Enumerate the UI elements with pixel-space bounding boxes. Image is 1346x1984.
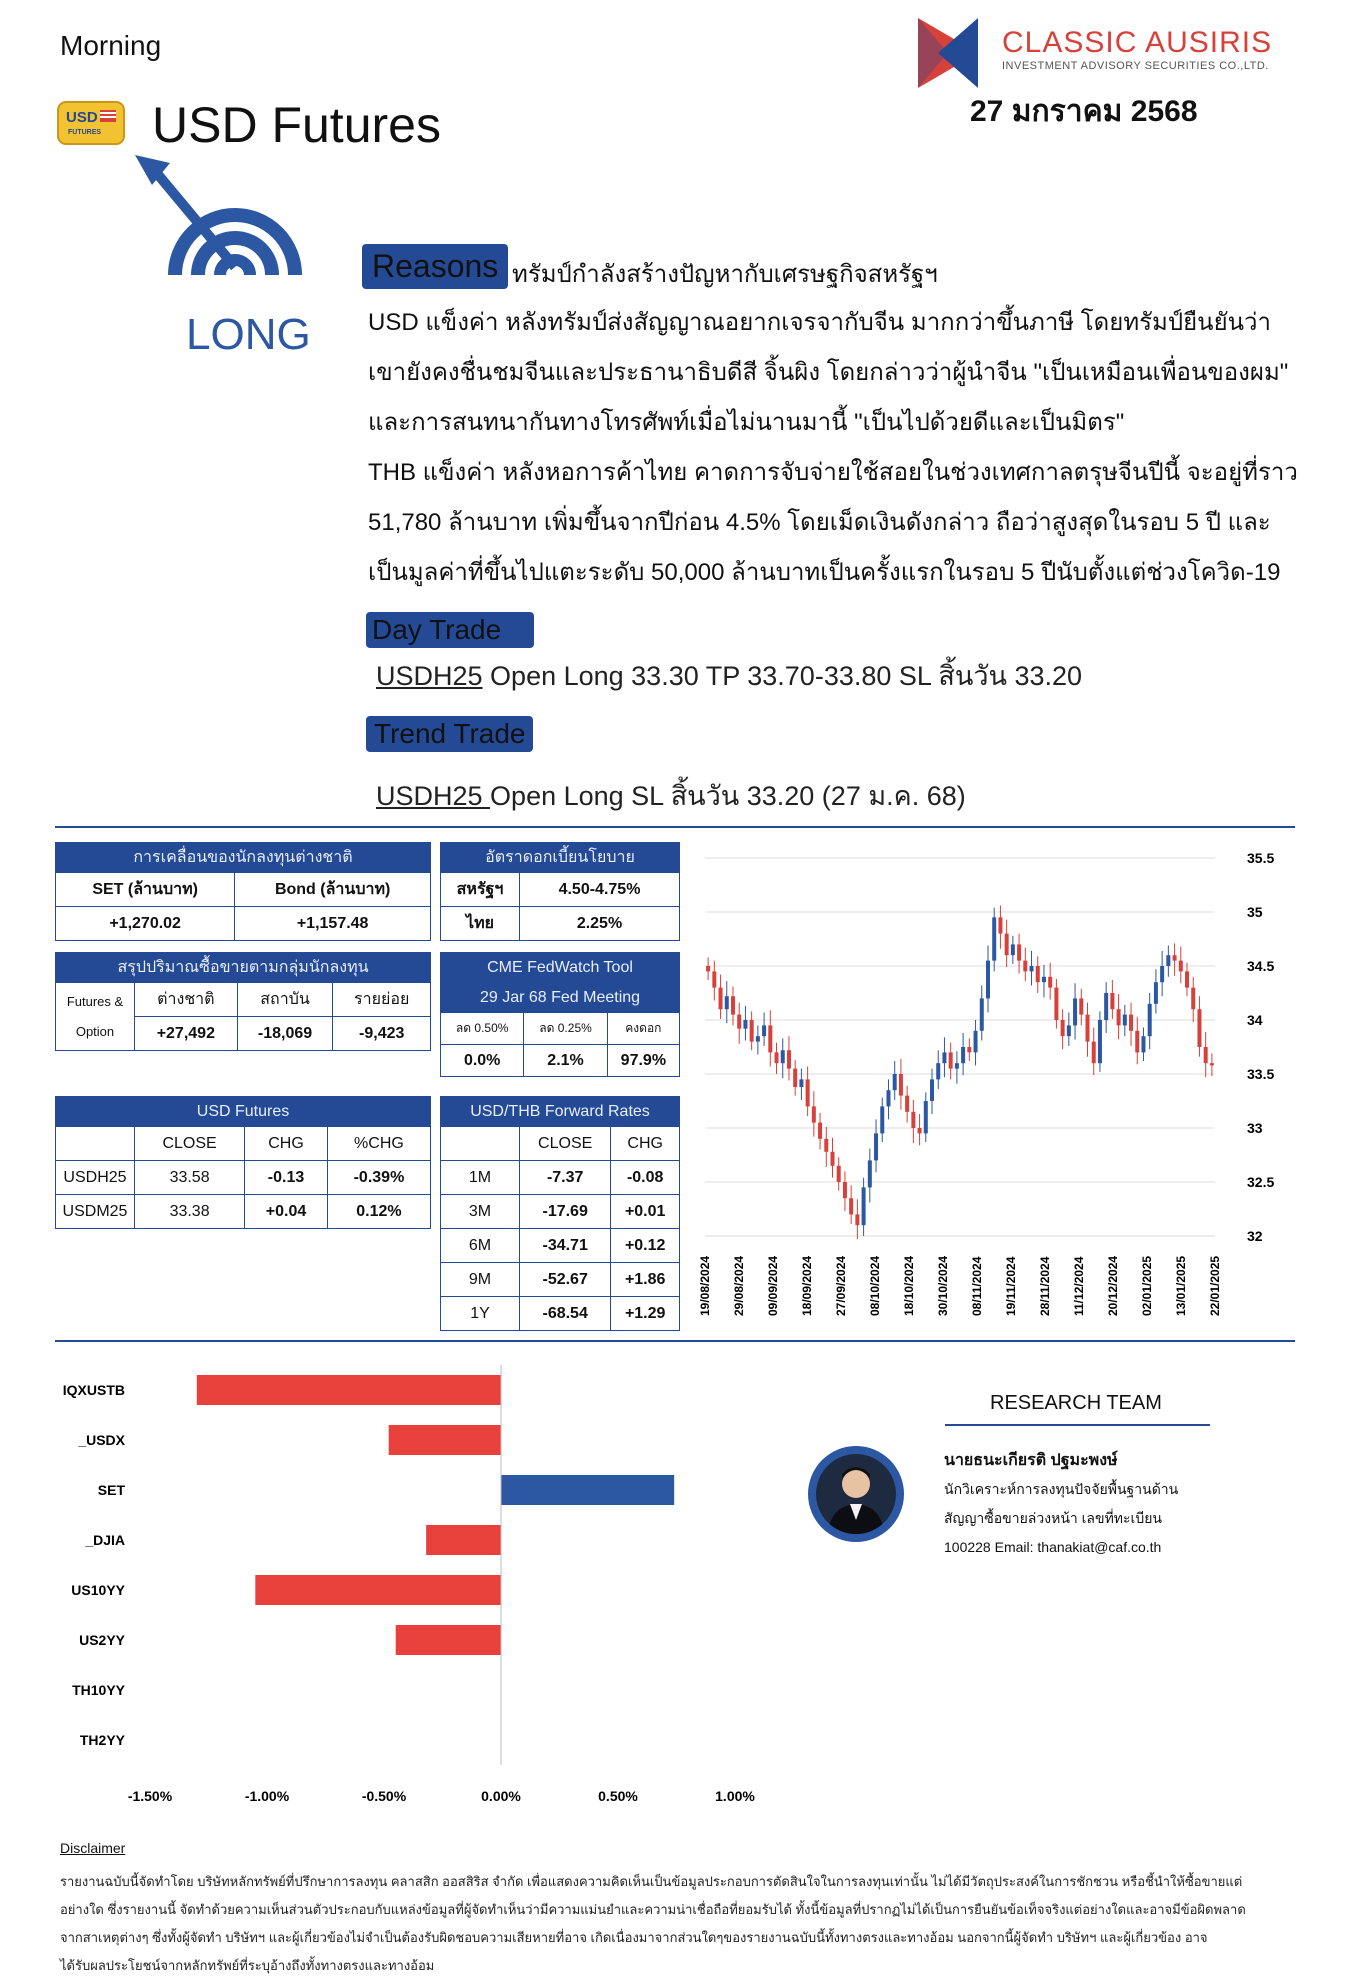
- candle-body: [967, 1047, 971, 1052]
- target-icon: [130, 155, 330, 285]
- trend-trade-detail: Open Long SL สิ้นวัน 33.20 (27 ม.ค. 68): [490, 781, 966, 811]
- forward-cell: -34.71: [520, 1229, 611, 1263]
- forward-cell: 1Y: [441, 1297, 520, 1331]
- y-tick-label: 32.5: [1247, 1174, 1275, 1190]
- usd-futures-header: CHG: [245, 1127, 328, 1161]
- svg-text:FUTURES: FUTURES: [68, 129, 102, 136]
- x-tick-label: -1.50%: [127, 1788, 173, 1804]
- candle-body: [1148, 1004, 1152, 1036]
- reason-line: เขายังคงชื่นชมจีนและประธานาธิบดีสี จิ้นผิง โดยกล่าวว่าผู้นำจีน "เป็นเหมือนเพื่อนของผม": [368, 359, 1289, 386]
- fedwatch-subtitle: 29 Jar 68 Fed Meeting: [441, 983, 680, 1013]
- reason-line: เป็นมูลค่าที่ขึ้นไปแตะระดับ 50,000 ล้านบาทเป็นครั้งแรกในรอบ 5 ปีนับตั้งแต่ช่วงโควิด-19: [368, 559, 1281, 586]
- candle-body: [849, 1198, 853, 1214]
- analyst-info: [944, 1446, 1178, 1562]
- category-label: US2YY: [79, 1632, 125, 1648]
- candle-body: [1204, 1047, 1208, 1063]
- candle-body: [1011, 944, 1015, 955]
- reason-line: THB แข็งค่า หลังหอการค้าไทย คาดการจับจ่ายใช้สอยในช่วงเทศกาลตรุษจีนปีนี้ จะอยู่ที่ราว: [368, 459, 1298, 486]
- disclaimer-line: รายงานฉบับนี้จัดทำโดย บริษัทหลักทรัพย์ที่ปรึกษาการลงทุน คลาสสิก ออสสิริส จำกัด เพื่อแสดงความคิดเห็นเป็นข้อมูลประกอบการตัดสินใจในการลงทุนเท่านั้น ไม่ได้มีวัตถุประสงค์ในการชักชวน หรือชี้นำให้ซื้อขายแต่: [60, 1874, 1243, 1889]
- candle-body: [1092, 1042, 1096, 1064]
- x-tick-label: 28/11/2024: [1038, 1256, 1052, 1316]
- investor-value: +27,492: [135, 1017, 238, 1051]
- usd-futures-title: USD Futures: [56, 1097, 431, 1127]
- reason-line: 51,780 ล้านบาท เพิ่มขึ้นจากปีก่อน 4.5% โดยเม็ดเงินดังกล่าว ถือว่าสูงสุดในรอบ 5 ปี และ: [368, 509, 1271, 536]
- usd-futures-cell: 33.38: [135, 1195, 245, 1229]
- x-tick-label: 13/01/2025: [1174, 1255, 1188, 1316]
- research-divider: [945, 1424, 1210, 1426]
- category-label: _USDX: [78, 1432, 125, 1448]
- investor-summary-row-label: [56, 983, 135, 1051]
- candle-body: [1036, 966, 1040, 982]
- row-label-line: Futures &: [66, 993, 124, 1009]
- candle-body: [880, 1106, 884, 1133]
- x-tick-label: 30/10/2024: [936, 1255, 950, 1316]
- trend-trade-symbol: USDH25: [376, 781, 491, 811]
- analyst-name: นายธนะเกียรติ ปฐมะพงษ์: [944, 1452, 1118, 1469]
- candle-body: [781, 1050, 785, 1063]
- foreign-flow-col2: Bond (ล้านบาท): [235, 873, 431, 907]
- y-tick-label: 35: [1247, 904, 1263, 920]
- candle-body: [911, 1112, 915, 1128]
- table-row: [441, 1263, 680, 1297]
- usd-futures-cell: -0.13: [245, 1161, 328, 1195]
- candle-body: [905, 1096, 909, 1112]
- fedwatch-value: 97.9%: [607, 1045, 679, 1077]
- candle-body: [843, 1182, 847, 1198]
- candle-body: [706, 966, 710, 971]
- candle-body: [1141, 1036, 1145, 1052]
- candle-body: [1129, 1015, 1133, 1031]
- analyst-role: สัญญาซื้อขายล่วงหน้า เลขที่ทะเบียน: [944, 1510, 1162, 1526]
- candle-body: [812, 1106, 816, 1122]
- candle-body: [899, 1074, 903, 1096]
- candle-body: [768, 1025, 772, 1052]
- investor-header: รายย่อย: [333, 983, 431, 1017]
- candle-body: [1030, 966, 1034, 971]
- candle-body: [799, 1079, 803, 1087]
- market-change-bar-chart: [55, 1355, 775, 1825]
- usd-futures-cell: -0.39%: [327, 1161, 430, 1195]
- candle-body: [949, 1052, 953, 1068]
- forward-cell: +1.86: [611, 1263, 680, 1297]
- candle-body: [1061, 1020, 1065, 1036]
- candle-body: [1104, 993, 1108, 1020]
- category-label: US10YY: [71, 1582, 125, 1598]
- usdthb-candlestick-chart: [695, 836, 1305, 1336]
- candle-body: [1017, 944, 1021, 960]
- candle-body: [924, 1101, 928, 1133]
- candle-body: [980, 998, 984, 1030]
- brand-logo-icon: [918, 18, 978, 88]
- reason-line: และการสนทนากันทางโทรศัพท์เมื่อไม่นานมานี้ "เป็นไปด้วยดีและเป็นมิตร": [368, 409, 1125, 436]
- investor-header: สถาบัน: [237, 983, 333, 1017]
- x-tick-label: 27/09/2024: [834, 1255, 848, 1316]
- candle-body: [737, 1015, 741, 1029]
- bar: [501, 1475, 674, 1505]
- candle-body: [775, 1052, 779, 1063]
- policy-rate-label: ไทย: [441, 907, 520, 941]
- disclaimer-line: จากสาเหตุต่างๆ ซึ่งทั้งผู้จัดทำ บริษัทฯ และผู้เกี่ยวข้องไม่จำเป็นต้องรับผิดชอบความเสียหายที่อาจ เกิดเนื่องมาจากส่วนใดๆของรายงานฉบับนี้ทั้งทางตรงและทางอ้อม นอกจากนี้ผู้จัดทำ บริษัทฯ และผู้เกี่ยวข้อง อาจ: [60, 1930, 1208, 1945]
- x-tick-label: 08/11/2024: [970, 1256, 984, 1316]
- table-row: [441, 1297, 680, 1331]
- candle-body: [868, 1160, 872, 1187]
- x-tick-label: 18/10/2024: [902, 1255, 916, 1316]
- trend-trade-tag: Trend Trade: [366, 716, 533, 752]
- usd-futures-header: CLOSE: [135, 1127, 245, 1161]
- candle-body: [1160, 966, 1164, 982]
- investor-header: ต่างชาติ: [135, 983, 238, 1017]
- research-title: RESEARCH TEAM: [990, 1392, 1162, 1414]
- x-tick-label: -0.50%: [361, 1788, 407, 1804]
- candle-body: [998, 917, 1002, 933]
- forward-cell: -7.37: [520, 1161, 611, 1195]
- section-divider: [55, 1340, 1295, 1342]
- x-tick-label: 1.00%: [715, 1788, 755, 1804]
- forward-rates-table: [440, 1096, 680, 1331]
- candle-body: [743, 1020, 747, 1029]
- forward-cell: 1M: [441, 1161, 520, 1195]
- candle-body: [818, 1123, 822, 1139]
- candle-body: [824, 1139, 828, 1152]
- table-row: [441, 1229, 680, 1263]
- candle-body: [974, 1031, 978, 1053]
- table-row: [56, 1161, 431, 1195]
- candle-body: [918, 1128, 922, 1133]
- disclaimer-title: Disclaimer: [60, 1840, 126, 1856]
- y-tick-label: 35.5: [1247, 850, 1275, 866]
- x-tick-label: 11/12/2024: [1072, 1256, 1086, 1316]
- y-tick-label: 33.5: [1247, 1066, 1275, 1082]
- candle-body: [750, 1020, 754, 1042]
- fedwatch-header: คงดอก: [607, 1013, 679, 1045]
- usd-futures-cell: +0.04: [245, 1195, 328, 1229]
- forward-header: CHG: [611, 1127, 680, 1161]
- policy-rate-table: [440, 842, 680, 941]
- category-label: IQXUSTB: [62, 1382, 125, 1398]
- usd-futures-cell: USDH25: [56, 1161, 135, 1195]
- forward-cell: -68.54: [520, 1297, 611, 1331]
- svg-text:USD: USD: [66, 109, 98, 126]
- day-trade-tag: Day Trade: [366, 612, 534, 648]
- investor-summary-title: สรุปปริมาณซื้อขายตามกลุ่มนักลงทุน: [56, 953, 431, 983]
- candle-body: [955, 1063, 959, 1068]
- candle-body: [893, 1074, 897, 1090]
- candle-body: [1067, 1025, 1071, 1036]
- usd-futures-badge-icon: [56, 100, 126, 146]
- forward-header: [441, 1127, 520, 1161]
- brand-subtitle: INVESTMENT ADVISORY SECURITIES CO.,LTD.: [1002, 60, 1269, 72]
- fedwatch-table: [440, 952, 680, 1077]
- page-title: USD Futures: [152, 97, 441, 153]
- bar: [255, 1575, 501, 1605]
- category-label: TH10YY: [72, 1682, 125, 1698]
- disclaimer-line: ได้รับผลประโยชน์จากหลักทรัพย์ที่ระบุอ้างถึงทั้งทางตรงและทางอ้อม: [60, 1958, 435, 1973]
- candle-body: [837, 1166, 841, 1182]
- day-trade-symbol: USDH25: [376, 661, 483, 691]
- fedwatch-title: CME FedWatch Tool: [441, 953, 680, 983]
- candle-body: [855, 1214, 859, 1225]
- day-trade-text: [376, 654, 1082, 697]
- usd-futures-cell: 0.12%: [327, 1195, 430, 1229]
- candle-body: [961, 1047, 965, 1063]
- candle-body: [1135, 1031, 1139, 1053]
- candle-body: [712, 971, 716, 987]
- candle-body: [1166, 955, 1170, 966]
- x-tick-label: 19/08/2024: [698, 1255, 712, 1316]
- fedwatch-value: 0.0%: [441, 1045, 524, 1077]
- candle-body: [942, 1052, 946, 1063]
- candle-body: [1086, 1015, 1090, 1042]
- policy-rate-value: 2.25%: [520, 907, 680, 941]
- policy-rate-title: อัตราดอกเบี้ยนโยบาย: [441, 843, 680, 873]
- forward-cell: 6M: [441, 1229, 520, 1263]
- candle-body: [986, 961, 990, 999]
- fedwatch-value: 2.1%: [524, 1045, 607, 1077]
- x-tick-label: 0.50%: [598, 1788, 638, 1804]
- x-tick-label: 19/11/2024: [1004, 1256, 1018, 1316]
- candle-body: [762, 1025, 766, 1036]
- candle-body: [1179, 961, 1183, 972]
- x-tick-label: 18/09/2024: [800, 1255, 814, 1316]
- y-tick-label: 34.5: [1247, 958, 1275, 974]
- candle-body: [1154, 982, 1158, 1004]
- category-label: _DJIA: [85, 1532, 125, 1548]
- candle-body: [874, 1133, 878, 1160]
- candle-body: [756, 1036, 760, 1041]
- foreign-flow-table: [55, 842, 431, 941]
- candle-body: [862, 1187, 866, 1225]
- table-row: [441, 1195, 680, 1229]
- bar: [197, 1375, 501, 1405]
- forward-cell: 9M: [441, 1263, 520, 1297]
- fedwatch-header: ลด 0.25%: [524, 1013, 607, 1045]
- trend-trade-text: [376, 774, 966, 817]
- person-icon: [816, 1454, 896, 1534]
- candle-body: [1117, 1009, 1121, 1025]
- disclaimer-text: [60, 1868, 1300, 1980]
- row-label-line: Option: [75, 1023, 115, 1039]
- candle-body: [886, 1090, 890, 1106]
- candle-body: [1191, 988, 1195, 1010]
- forward-cell: -52.67: [520, 1263, 611, 1297]
- fedwatch-header: ลด 0.50%: [441, 1013, 524, 1045]
- category-label: TH2YY: [79, 1732, 125, 1748]
- bar: [396, 1625, 501, 1655]
- x-tick-label: 08/10/2024: [868, 1255, 882, 1316]
- report-date: 27 มกราคม 2568: [970, 95, 1198, 128]
- day-trade-detail: Open Long 33.30 TP 33.70-33.80 SL สิ้นวัน 33.20: [482, 661, 1083, 691]
- stance-label: LONG: [186, 310, 311, 359]
- x-tick-label: 09/09/2024: [766, 1255, 780, 1316]
- candle-body: [1073, 998, 1077, 1025]
- usd-futures-cell: USDM25: [56, 1195, 135, 1229]
- disclaimer-line: อย่างใด ซึ่งรายงานนี้ จัดทำด้วยความเห็นส่วนตัวประกอบกับแหล่งข้อมูลที่ผู้จัดทำเห็นว่ามีความแม่นยำและความน่าเชื่อถือที่ยอมรับได้ ทั้งนี้ข้อมูลที่ปรากฏไม่ได้เป็นการยืนยันข้อเท็จจริงแต่อย่างใดและอาจมีข้อผิดพลาด: [60, 1902, 1246, 1917]
- y-tick-label: 34: [1247, 1012, 1263, 1028]
- x-tick-label: 20/12/2024: [1106, 1255, 1120, 1316]
- usd-futures-header: [56, 1127, 135, 1161]
- candle-body: [1197, 1009, 1201, 1047]
- candle-body: [731, 996, 735, 1014]
- reasons-tag: Reasons: [362, 244, 508, 289]
- table-row: [441, 1161, 680, 1195]
- candle-body: [1079, 998, 1083, 1014]
- forward-cell: -0.08: [611, 1161, 680, 1195]
- candle-body: [1042, 977, 1046, 982]
- candle-body: [1023, 961, 1027, 972]
- x-tick-label: 02/01/2025: [1140, 1255, 1154, 1316]
- candle-body: [930, 1079, 934, 1101]
- forward-rates-title: USD/THB Forward Rates: [441, 1097, 680, 1127]
- candle-body: [831, 1152, 835, 1166]
- candle-body: [725, 996, 729, 1009]
- forward-header: CLOSE: [520, 1127, 611, 1161]
- bar: [426, 1525, 501, 1555]
- candle-body: [1210, 1063, 1214, 1065]
- reasons-headline: ทรัมป์กำลังสร้างปัญหากับเศรษฐกิจสหรัฐฯ: [512, 261, 938, 288]
- section-divider: [55, 826, 1295, 828]
- candle-body: [1005, 934, 1009, 956]
- forward-cell: -17.69: [520, 1195, 611, 1229]
- foreign-flow-val1: +1,270.02: [56, 907, 235, 941]
- x-tick-label: 29/08/2024: [732, 1255, 746, 1316]
- investor-value: -9,423: [333, 1017, 431, 1051]
- policy-rate-label: สหรัฐฯ: [441, 873, 520, 907]
- candle-body: [1054, 988, 1058, 1020]
- investor-value: -18,069: [237, 1017, 333, 1051]
- forward-cell: +0.01: [611, 1195, 680, 1229]
- foreign-flow-val2: +1,157.48: [235, 907, 431, 941]
- bar: [389, 1425, 501, 1455]
- category-label: SET: [97, 1482, 125, 1498]
- investor-summary-table: [55, 952, 431, 1051]
- candle-body: [719, 988, 723, 1010]
- x-tick-label: 22/01/2025: [1208, 1255, 1222, 1316]
- analyst-role: นักวิเคราะห์การลงทุนปัจจัยพื้นฐานด้าน: [944, 1481, 1179, 1497]
- forward-cell: +1.29: [611, 1297, 680, 1331]
- candle-body: [936, 1063, 940, 1079]
- candle-body: [1123, 1015, 1127, 1026]
- foreign-flow-title: การเคลื่อนของนักลงทุนต่างชาติ: [56, 843, 431, 873]
- usd-futures-header: %CHG: [327, 1127, 430, 1161]
- candle-body: [1185, 971, 1189, 987]
- foreign-flow-col1: SET (ล้านบาท): [56, 873, 235, 907]
- x-tick-label: 0.00%: [481, 1788, 521, 1804]
- x-tick-label: -1.00%: [244, 1788, 290, 1804]
- candle-body: [806, 1079, 810, 1106]
- candle-body: [1173, 955, 1177, 960]
- analyst-contact: 100228 Email: thanakiat@caf.co.th: [944, 1539, 1162, 1555]
- policy-rate-value: 4.50-4.75%: [520, 873, 680, 907]
- session-label: Morning: [60, 30, 162, 61]
- candle-body: [787, 1050, 791, 1068]
- analyst-avatar: [808, 1446, 904, 1542]
- usd-futures-table: [55, 1096, 431, 1229]
- table-row: [56, 1195, 431, 1229]
- candle-body: [793, 1069, 797, 1087]
- y-tick-label: 32: [1247, 1228, 1263, 1244]
- reasons-paragraph: [368, 298, 1328, 598]
- usd-futures-cell: 33.58: [135, 1161, 245, 1195]
- y-tick-label: 33: [1247, 1120, 1263, 1136]
- forward-cell: 3M: [441, 1195, 520, 1229]
- brand-name: CLASSIC AUSIRIS: [1002, 26, 1273, 59]
- candle-body: [1110, 993, 1114, 1009]
- reason-line: USD แข็งค่า หลังทรัมป์ส่งสัญญาณอยากเจรจากับจีน มากกว่าขึ้นภาษี โดยทรัมป์ยืนยันว่า: [368, 309, 1271, 336]
- candle-body: [1098, 1020, 1102, 1063]
- forward-cell: +0.12: [611, 1229, 680, 1263]
- candle-body: [1048, 977, 1052, 988]
- candle-body: [992, 917, 996, 960]
